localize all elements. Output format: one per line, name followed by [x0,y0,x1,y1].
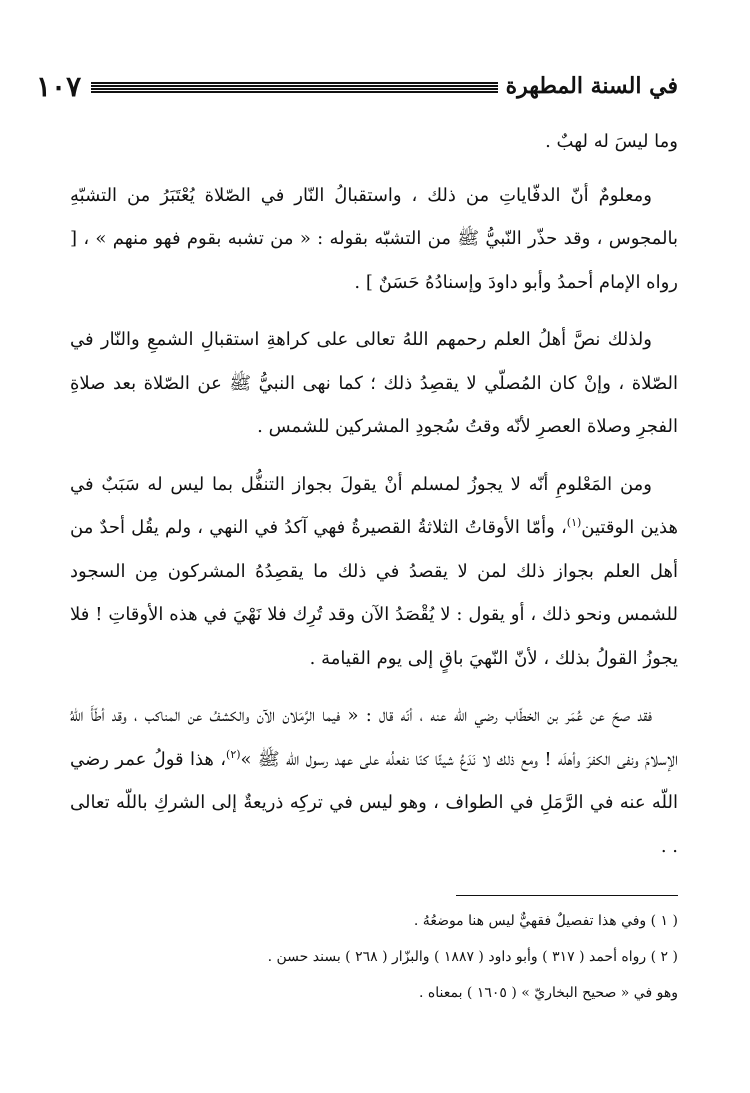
footnote-divider [456,895,678,896]
running-header [36,66,678,106]
paragraph-1: وما ليسَ له لهبٌ . [545,131,678,152]
paragraph-5-text-b: ، هذا قولُ عمر رضي اللّه عنه في الرَّمَلِ في الطواف ، وهو ليس في تركِه ذريعةٌ إلى الشركِ باللّه تعالى . . [70,748,678,857]
footnote-2: ( ٢ ) رواه أحمد ( ٣١٧ ) وأبو داود ( ١٨٨٧ ) والبزّار ( ٢٦٨ ) بسند حسن . [267,949,678,965]
footnote-ref-1[interactable]: (١) [566,516,582,529]
footnote-2-continued: وهو في « صحيح البخاريّ » ( ١٦٠٥ ) بمعناه . [419,985,678,1001]
header-title: في السنة المطهرة [505,73,678,99]
paragraph-5 [70,694,678,868]
paragraph-5-text-a: فقد صحّ عن عُمَر بن الخطّاب رضي اللّه عنه ، أنّه قال : « فيما الرَّمَلان الآن والكشفُ عن المناكب ، وقد أطّأَ اللّهُ الإسلامَ ونفى الكفرَ وأهلَه ! ومع ذلك لا نَدَعُ شيئًا كنّا نفعلُه على عهد رسول اللّه ﷺ » [70,705,678,770]
main-text [70,120,678,882]
footnote-ref-2[interactable]: (٢) [226,747,241,761]
paragraph-4 [70,463,678,681]
header-rule [91,82,497,94]
footnotes [70,903,678,1011]
paragraph-3: ولذلك نصَّ أهلُ العلم رحمهم اللهُ تعالى على كراهةِ استقبالِ الشمعِ والنّار في الصّلاة ، وإنْ كان المُصلّي لا يقصِدُ ذلك ؛ كما نهى النبيُّ ﷺ عن الصّلاة بعد صلاةِ الفجرِ وصلاة العصرِ لأنّه وقتُ سُجودِ المشركين للشمس . [70,329,678,437]
paragraph-4-text-b: ، وأمّا الأوقاتُ الثلاثةُ القصيرةُ فهي آكدُ في النهي ، ولم يقُل أحدٌ من أهل العلم بجواز ذلك لمن لا يقصدُ في ذلك ما يقصِدُهُ المشركون مِن السجود للشمس ونحو ذلك ، أو يقول : لا يُقْصَدُ الآن وقد تُرِك فلا نَهْيَ في هذه الأوقاتِ ! فلا يجوزُ القولُ بذلك ، لأنّ النّهيَ باقٍ إلى يوم القيامة . [70,517,678,669]
footnote-1: ( ١ ) وفي هذا تفصيلٌ فقهيٌّ ليس هنا موضعُهُ . [413,913,678,929]
paragraph-4-text-a: ومن المَعْلومِ أنّه لا يجوزُ لمسلم أنْ يقولَ بجواز التنفُّل بما ليس له سَبَبٌ في هذين الوقتين [70,473,678,538]
paragraph-2: ومعلومٌ أنّ الدفّاياتِ من ذلك ، واستقبالُ النّار في الصّلاة يُعْتَبَرُ من التشبّهِ بالمجوس ، وقد حذّر النّبيُّ ﷺ من التشبّه بقوله : « من تشبه بقوم فهو منهم » ، [ رواه الإمام أحمدُ وأبو داودَ وإسنادُهُ حَسَنٌ ] . [70,184,678,293]
page-number: ١٠٧ [36,69,82,103]
